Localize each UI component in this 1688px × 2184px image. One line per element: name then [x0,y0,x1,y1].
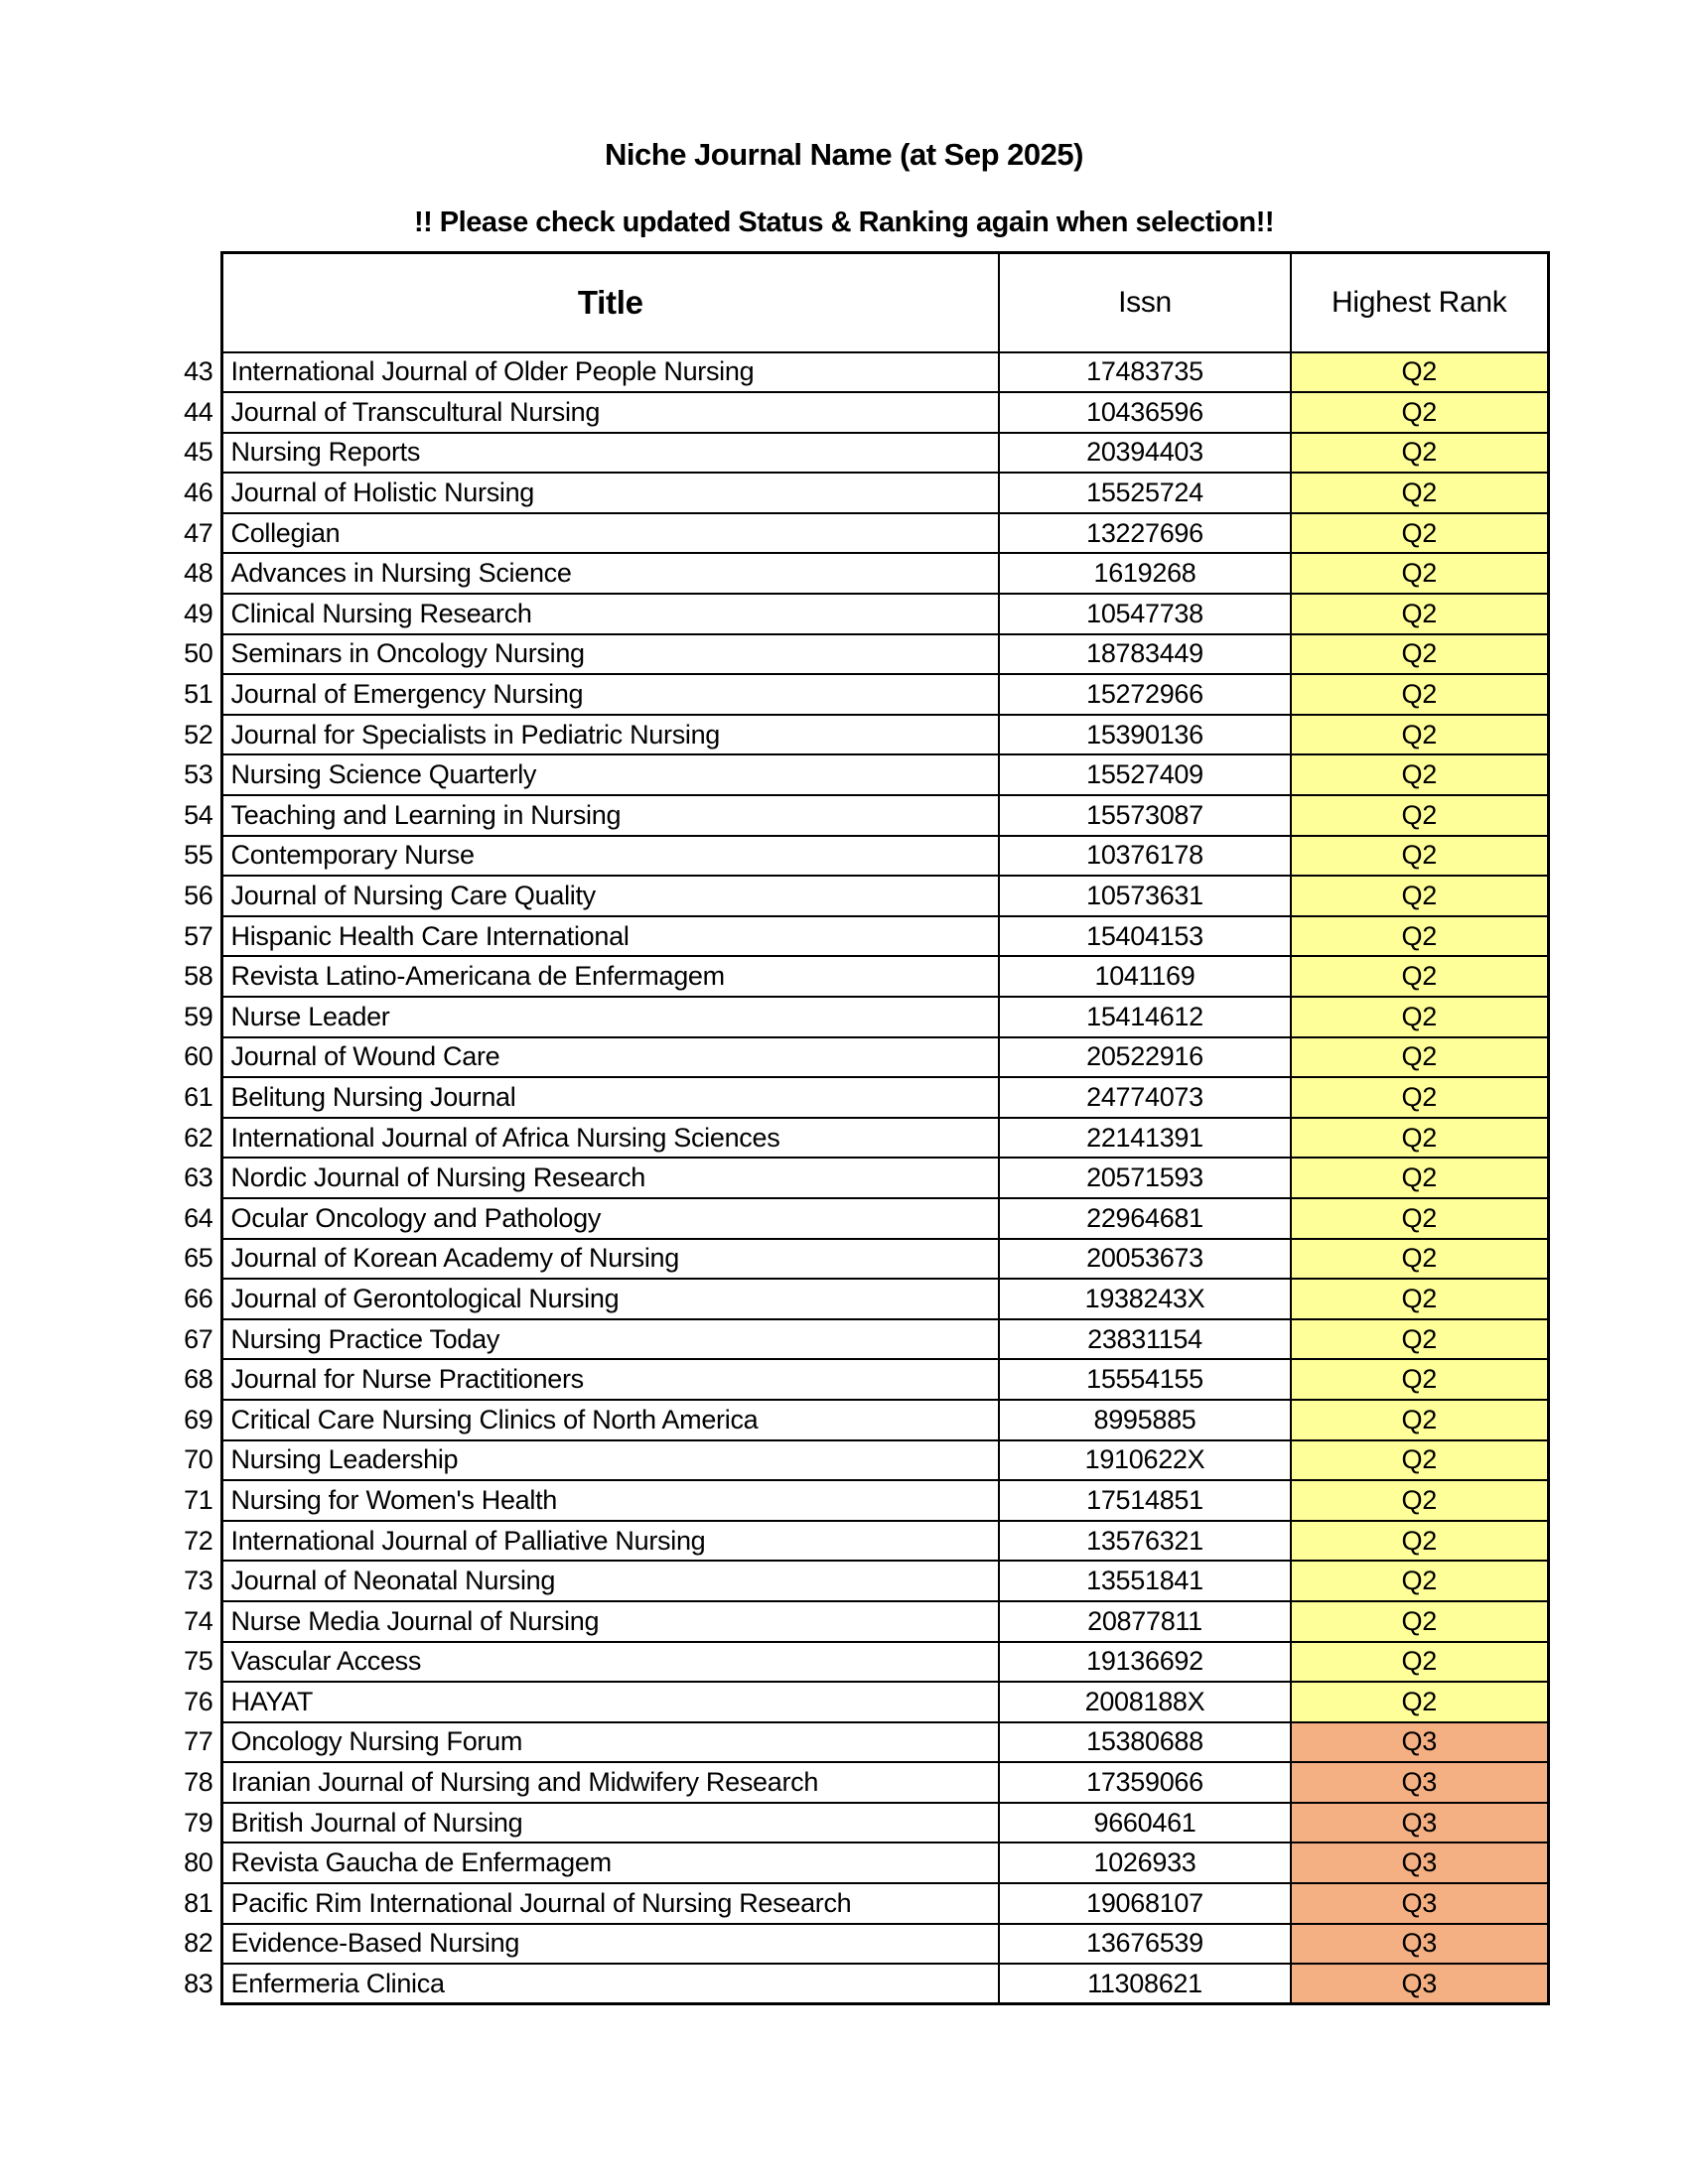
table-row [130,1601,1548,1642]
issn-cell: 20522916 [999,1037,1291,1078]
issn-cell: 15527409 [999,754,1291,795]
table-row [130,1480,1548,1521]
journal-title-cell: Journal of Holistic Nursing [221,473,999,513]
rank-cell: Q2 [1291,916,1548,957]
row-number-cell: 43 [184,356,213,387]
table-row [130,1843,1548,1883]
journal-title-cell: International Journal of Palliative Nursing [221,1521,999,1562]
table-row [130,836,1548,877]
row-number-cell: 65 [184,1243,213,1274]
table-row [130,1521,1548,1562]
table-row [130,473,1548,513]
table-row [130,1400,1548,1440]
rank-cell: Q3 [1291,1964,1548,2004]
rank-cell: Q2 [1291,1561,1548,1601]
journal-title-cell: Evidence-Based Nursing [221,1924,999,1965]
issn-cell: 20394403 [999,433,1291,474]
column-header-issn: Issn [999,253,1291,352]
table-row [130,1239,1548,1280]
row-number-cell: 72 [184,1525,213,1556]
row-number-cell: 83 [184,1969,213,1999]
rank-cell: Q2 [1291,634,1548,675]
issn-cell: 10376178 [999,836,1291,877]
row-number-cell: 69 [184,1404,213,1434]
table-row [130,956,1548,997]
row-number-cell: 61 [184,1081,213,1112]
row-number-cell: 75 [184,1646,213,1677]
row-number-cell: 79 [184,1807,213,1838]
issn-cell: 17514851 [999,1480,1291,1521]
row-number-cell: 66 [184,1283,213,1313]
row-number-cell: 64 [184,1202,213,1233]
table-row [130,1198,1548,1239]
journal-title-cell: Journal for Nurse Practitioners [221,1359,999,1400]
rank-cell: Q3 [1291,1843,1548,1883]
table-row [130,1642,1548,1683]
rank-cell: Q2 [1291,1359,1548,1400]
rank-cell: Q2 [1291,997,1548,1037]
table-row [130,1883,1548,1924]
issn-cell: 1041169 [999,956,1291,997]
rank-cell: Q2 [1291,876,1548,916]
journal-title-cell: Journal of Korean Academy of Nursing [221,1239,999,1280]
rank-cell: Q2 [1291,1521,1548,1562]
issn-cell: 1619268 [999,553,1291,594]
header-row [130,253,1548,352]
issn-cell: 23831154 [999,1319,1291,1360]
rank-cell: Q2 [1291,553,1548,594]
rank-cell: Q2 [1291,1642,1548,1683]
table-row [130,513,1548,554]
issn-cell: 15390136 [999,715,1291,755]
rank-cell: Q2 [1291,473,1548,513]
journal-title-cell: Nurse Media Journal of Nursing [221,1601,999,1642]
table-row [130,1722,1548,1763]
table-row [130,876,1548,916]
rank-cell: Q2 [1291,1682,1548,1722]
rank-cell: Q2 [1291,352,1548,393]
journal-title-cell: Nurse Leader [221,997,999,1037]
issn-cell: 10547738 [999,594,1291,634]
row-number-cell: 68 [184,1364,213,1395]
rank-cell: Q2 [1291,1480,1548,1521]
table-row [130,674,1548,715]
rank-cell: Q2 [1291,392,1548,433]
table-row [130,1762,1548,1803]
row-number-cell: 48 [184,558,213,589]
table-row [130,1158,1548,1198]
rank-cell: Q2 [1291,754,1548,795]
table-row [130,1803,1548,1843]
journal-table [130,251,1550,2005]
journal-title-cell: International Journal of Older People Nursing [221,352,999,393]
journal-title-cell: Revista Latino-Americana de Enfermagem [221,956,999,997]
journal-title-cell: Nursing Reports [221,433,999,474]
row-number-cell: 52 [184,719,213,750]
journal-title-cell: British Journal of Nursing [221,1803,999,1843]
rank-cell: Q3 [1291,1924,1548,1965]
issn-cell: 10573631 [999,876,1291,916]
journal-table-body [130,352,1548,2004]
rank-cell: Q2 [1291,1077,1548,1118]
issn-cell: 11308621 [999,1964,1291,2004]
issn-cell: 19068107 [999,1883,1291,1924]
journal-title-cell: Hispanic Health Care International [221,916,999,957]
issn-cell: 15380688 [999,1722,1291,1763]
row-number-cell: 57 [184,920,213,951]
rank-cell: Q2 [1291,1198,1548,1239]
table-row [130,352,1548,393]
rank-cell: Q2 [1291,674,1548,715]
table-row [130,1924,1548,1965]
issn-cell: 1938243X [999,1279,1291,1319]
table-row [130,634,1548,675]
row-number-cell: 70 [184,1444,213,1475]
issn-cell: 1026933 [999,1843,1291,1883]
rank-cell: Q2 [1291,1319,1548,1360]
row-number-cell: 59 [184,1001,213,1031]
row-number-cell: 53 [184,759,213,790]
journal-title-cell: Belitung Nursing Journal [221,1077,999,1118]
journal-title-cell: Contemporary Nurse [221,836,999,877]
journal-title-cell: Journal of Emergency Nursing [221,674,999,715]
rank-cell: Q2 [1291,715,1548,755]
journal-title-cell: Nursing Leadership [221,1440,999,1481]
issn-cell: 20571593 [999,1158,1291,1198]
issn-cell: 18783449 [999,634,1291,675]
issn-cell: 19136692 [999,1642,1291,1683]
column-header-rank: Highest Rank [1291,253,1548,352]
issn-cell: 13551841 [999,1561,1291,1601]
row-number-cell: 58 [184,961,213,992]
issn-cell: 10436596 [999,392,1291,433]
rank-cell: Q2 [1291,1158,1548,1198]
journal-title-cell: Nursing Practice Today [221,1319,999,1360]
table-row [130,1440,1548,1481]
issn-cell: 15272966 [999,674,1291,715]
issn-cell: 15573087 [999,795,1291,836]
table-row [130,1964,1548,2004]
issn-cell: 13676539 [999,1924,1291,1965]
row-number-cell: 62 [184,1122,213,1153]
issn-cell: 20053673 [999,1239,1291,1280]
row-number-cell: 51 [184,679,213,710]
table-row [130,553,1548,594]
rank-cell: Q2 [1291,1601,1548,1642]
row-number-cell: 76 [184,1686,213,1716]
journal-title-cell: Pacific Rim International Journal of Nursing Research [221,1883,999,1924]
journal-title-cell: Journal for Specialists in Pediatric Nursing [221,715,999,755]
rank-cell: Q2 [1291,1400,1548,1440]
rank-cell: Q3 [1291,1722,1548,1763]
row-number-cell: 63 [184,1162,213,1193]
row-number-cell: 80 [184,1847,213,1878]
journal-title-cell: HAYAT [221,1682,999,1722]
issn-cell: 8995885 [999,1400,1291,1440]
row-number-cell: 49 [184,598,213,628]
table-row [130,1561,1548,1601]
journal-title-cell: Clinical Nursing Research [221,594,999,634]
issn-cell: 15404153 [999,916,1291,957]
journal-title-cell: Advances in Nursing Science [221,553,999,594]
rank-cell: Q3 [1291,1883,1548,1924]
journal-title-cell: Oncology Nursing Forum [221,1722,999,1763]
rank-cell: Q2 [1291,1440,1548,1481]
row-number-cell: 71 [184,1484,213,1515]
table-row [130,754,1548,795]
table-row [130,916,1548,957]
issn-cell: 15554155 [999,1359,1291,1400]
journal-title-cell: Seminars in Oncology Nursing [221,634,999,675]
issn-cell: 9660461 [999,1803,1291,1843]
row-number-cell: 67 [184,1323,213,1354]
journal-title-cell: Journal of Nursing Care Quality [221,876,999,916]
row-number-cell: 82 [184,1928,213,1959]
journal-title-cell: Revista Gaucha de Enfermagem [221,1843,999,1883]
row-number-cell: 78 [184,1767,213,1798]
issn-cell: 15525724 [999,473,1291,513]
table-row [130,594,1548,634]
journal-title-cell: Iranian Journal of Nursing and Midwifery Research [221,1762,999,1803]
rank-cell: Q2 [1291,1239,1548,1280]
table-row [130,1118,1548,1159]
journal-title-cell: Enfermeria Clinica [221,1964,999,2004]
rank-cell: Q3 [1291,1762,1548,1803]
page-title: Niche Journal Name (at Sep 2025) [605,137,1083,172]
row-number-cell: 46 [184,478,213,508]
issn-cell: 15414612 [999,997,1291,1037]
journal-title-cell: Collegian [221,513,999,554]
issn-cell: 22141391 [999,1118,1291,1159]
journal-title-cell: Journal of Transcultural Nursing [221,392,999,433]
issn-cell: 20877811 [999,1601,1291,1642]
row-number-cell: 55 [184,840,213,871]
issn-cell: 17359066 [999,1762,1291,1803]
rank-cell: Q3 [1291,1803,1548,1843]
rank-cell: Q2 [1291,594,1548,634]
rank-cell: Q2 [1291,836,1548,877]
rank-cell: Q2 [1291,1279,1548,1319]
table-row [130,1077,1548,1118]
row-number-cell: 56 [184,881,213,911]
issn-cell: 22964681 [999,1198,1291,1239]
journal-title-cell: Ocular Oncology and Pathology [221,1198,999,1239]
rank-cell: Q2 [1291,1118,1548,1159]
table-row [130,433,1548,474]
issn-cell: 13576321 [999,1521,1291,1562]
journal-title-cell: Teaching and Learning in Nursing [221,795,999,836]
table-row [130,997,1548,1037]
row-number-cell: 47 [184,517,213,548]
rank-cell: Q2 [1291,1037,1548,1078]
table-row [130,1682,1548,1722]
rank-cell: Q2 [1291,956,1548,997]
issn-cell: 24774073 [999,1077,1291,1118]
issn-cell: 13227696 [999,513,1291,554]
row-number-cell: 50 [184,638,213,669]
journal-title-cell: Journal of Gerontological Nursing [221,1279,999,1319]
table-row [130,1279,1548,1319]
journal-title-cell: Journal of Wound Care [221,1037,999,1078]
journal-title-cell: Nursing for Women's Health [221,1480,999,1521]
journal-title-cell: Journal of Neonatal Nursing [221,1561,999,1601]
row-number-header [130,253,221,352]
journal-title-cell: Vascular Access [221,1642,999,1683]
column-header-title: Title [221,253,999,352]
rank-cell: Q2 [1291,513,1548,554]
journal-title-cell: International Journal of Africa Nursing Sciences [221,1118,999,1159]
table-row [130,392,1548,433]
row-number-cell: 74 [184,1605,213,1636]
table-row [130,1037,1548,1078]
journal-title-cell: Nursing Science Quarterly [221,754,999,795]
row-number-cell: 73 [184,1566,213,1596]
warning-text: !! Please check updated Status & Ranking again when selection!! [413,206,1275,238]
row-number-cell: 44 [184,396,213,427]
journal-title-cell: Critical Care Nursing Clinics of North America [221,1400,999,1440]
table-row [130,1319,1548,1360]
journal-title-cell: Nordic Journal of Nursing Research [221,1158,999,1198]
rank-cell: Q2 [1291,433,1548,474]
table-row [130,715,1548,755]
row-number-cell: 77 [184,1726,213,1757]
table-row [130,795,1548,836]
issn-cell: 17483735 [999,352,1291,393]
rank-cell: Q2 [1291,795,1548,836]
issn-cell: 1910622X [999,1440,1291,1481]
table-row [130,1359,1548,1400]
row-number-cell: 45 [184,437,213,468]
row-number-cell: 54 [184,799,213,830]
issn-cell: 2008188X [999,1682,1291,1722]
row-number-cell: 81 [184,1887,213,1918]
row-number-cell: 60 [184,1041,213,1072]
